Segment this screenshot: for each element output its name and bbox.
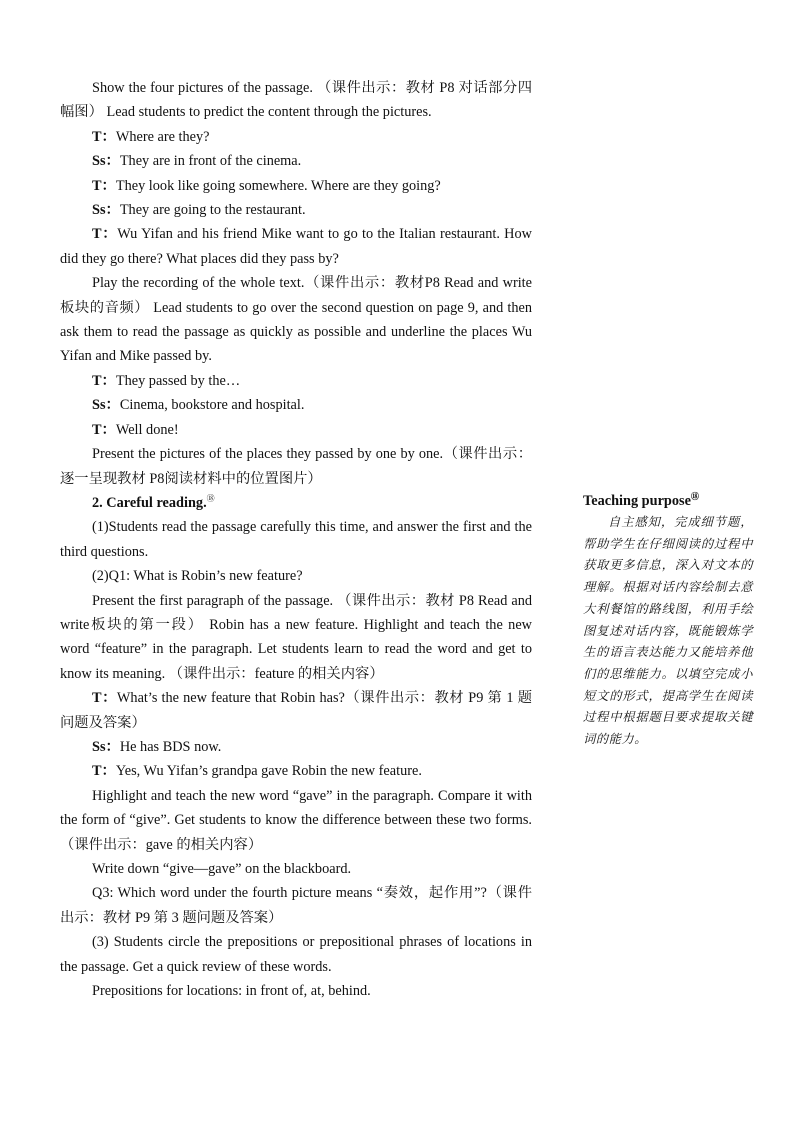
footnote-mark: ⑱ xyxy=(690,492,699,502)
line-text: They are going to the restaurant. xyxy=(119,202,306,219)
paragraph: Q3: Which word under the fourth picture means “奏效，起作用”?（课件出示：教材 P9 第 3 题问题及答案） xyxy=(60,885,532,926)
paragraph: (2)Q1: What is Robin’s new feature? xyxy=(92,568,303,585)
line-text: Yes, Wu Yifan’s grandpa gave Robin the new feature. xyxy=(115,763,422,780)
line-text: They look like going somewhere. Where are they going? xyxy=(115,177,441,194)
dialogue-line xyxy=(60,198,532,222)
line-text: Where are they? xyxy=(115,128,210,145)
speaker: T： xyxy=(92,421,116,438)
dialogue-line xyxy=(60,418,532,442)
dialogue-line xyxy=(60,686,532,735)
speaker: T： xyxy=(92,226,118,243)
speaker: Ss： xyxy=(92,153,120,170)
speaker: Ss： xyxy=(92,397,120,414)
paragraph: Show the four pictures of the passage. （课件出示：教材 P8 对话部分四幅图） Lead students to predict the content through the pictures. xyxy=(60,80,532,121)
paragraph: (1)Students read the passage carefully this time, and answer the first and the third questions. xyxy=(60,519,532,560)
dialogue-line xyxy=(60,174,532,198)
dialogue-line xyxy=(60,125,532,149)
line-text: Well done! xyxy=(115,421,179,438)
line-text: What’s the new feature that Robin has?（课件出示：教材 P9 第 1 题问题及答案） xyxy=(60,690,532,731)
speaker: T： xyxy=(92,128,116,145)
speaker: T： xyxy=(92,177,116,194)
paragraph: Prepositions for locations: in front of, at, behind. xyxy=(92,983,371,1000)
line-text: They are in front of the cinema. xyxy=(119,153,302,170)
paragraph: Present the first paragraph of the passage. （课件出示：教材 P8 Read and write板块的第一段） Robin has a new feature. Highlight and teach the new word “feature” in the paragraph. Let students learn to read the word and get to know its meaning. （课件出示：feature 的相关内容） xyxy=(60,592,532,682)
paragraph: Write down “give—gave” on the blackboard. xyxy=(92,861,352,877)
dialogue-line xyxy=(60,222,532,271)
heading-text: 2. Careful reading. xyxy=(92,494,207,511)
lesson-body xyxy=(60,76,532,1003)
speaker: T： xyxy=(92,763,116,780)
line-text: Wu Yifan and his friend Mike want to go to the Italian restaurant. How did they go there? What places did they pass by? xyxy=(60,226,532,267)
line-text: Cinema, bookstore and hospital. xyxy=(119,397,305,414)
speaker: T： xyxy=(92,690,117,707)
dialogue-line xyxy=(60,759,532,783)
sidebar-body: 自主感知，完成细节题，帮助学生在仔细阅读的过程中获取更多信息，深入对文本的理解。根据对话内容绘制去意大利餐馆的路线图，利用手绘图复述对话内容，既能锻炼学生的语言表达能力又能培养他们的思维能力。以填空完成小短文的形式，提高学生在阅读过程中根据题目要求提取关键词的能力。 xyxy=(583,515,753,747)
speaker: Ss： xyxy=(92,738,120,755)
teaching-purpose-sidebar xyxy=(583,490,753,751)
dialogue-line xyxy=(60,393,532,417)
paragraph: Present the pictures of the places they passed by one by one.（课件出示：逐一呈现教材 P8阅读材料中的位置图片） xyxy=(60,446,532,487)
dialogue-line xyxy=(60,369,532,393)
sidebar-title xyxy=(583,490,753,512)
paragraph: Play the recording of the whole text.（课件出示：教材P8 Read and write 板块的音频） Lead students to go over the second question on page 9, and then ask them to read the passage as quickly as possible and underline the places Wu Yifan and Mike passed by. xyxy=(60,275,532,365)
dialogue-line xyxy=(60,149,532,173)
paragraph: Highlight and teach the new word “gave” in the paragraph. Compare it with the form of “give”. Get students to know the difference between these two forms. （课件出示：gave 的相关内容） xyxy=(60,787,532,853)
speaker: T： xyxy=(92,372,116,389)
line-text: He has BDS now. xyxy=(119,738,222,755)
section-heading xyxy=(60,491,532,515)
speaker: Ss： xyxy=(92,202,120,219)
footnote-mark: ⑱ xyxy=(206,494,215,504)
line-text: They passed by the… xyxy=(115,372,241,389)
sidebar-title-text: Teaching purpose xyxy=(583,493,691,509)
paragraph: (3) Students circle the prepositions or prepositional phrases of locations in the passage. Get a quick review of these words. xyxy=(60,934,532,975)
dialogue-line xyxy=(60,735,532,759)
